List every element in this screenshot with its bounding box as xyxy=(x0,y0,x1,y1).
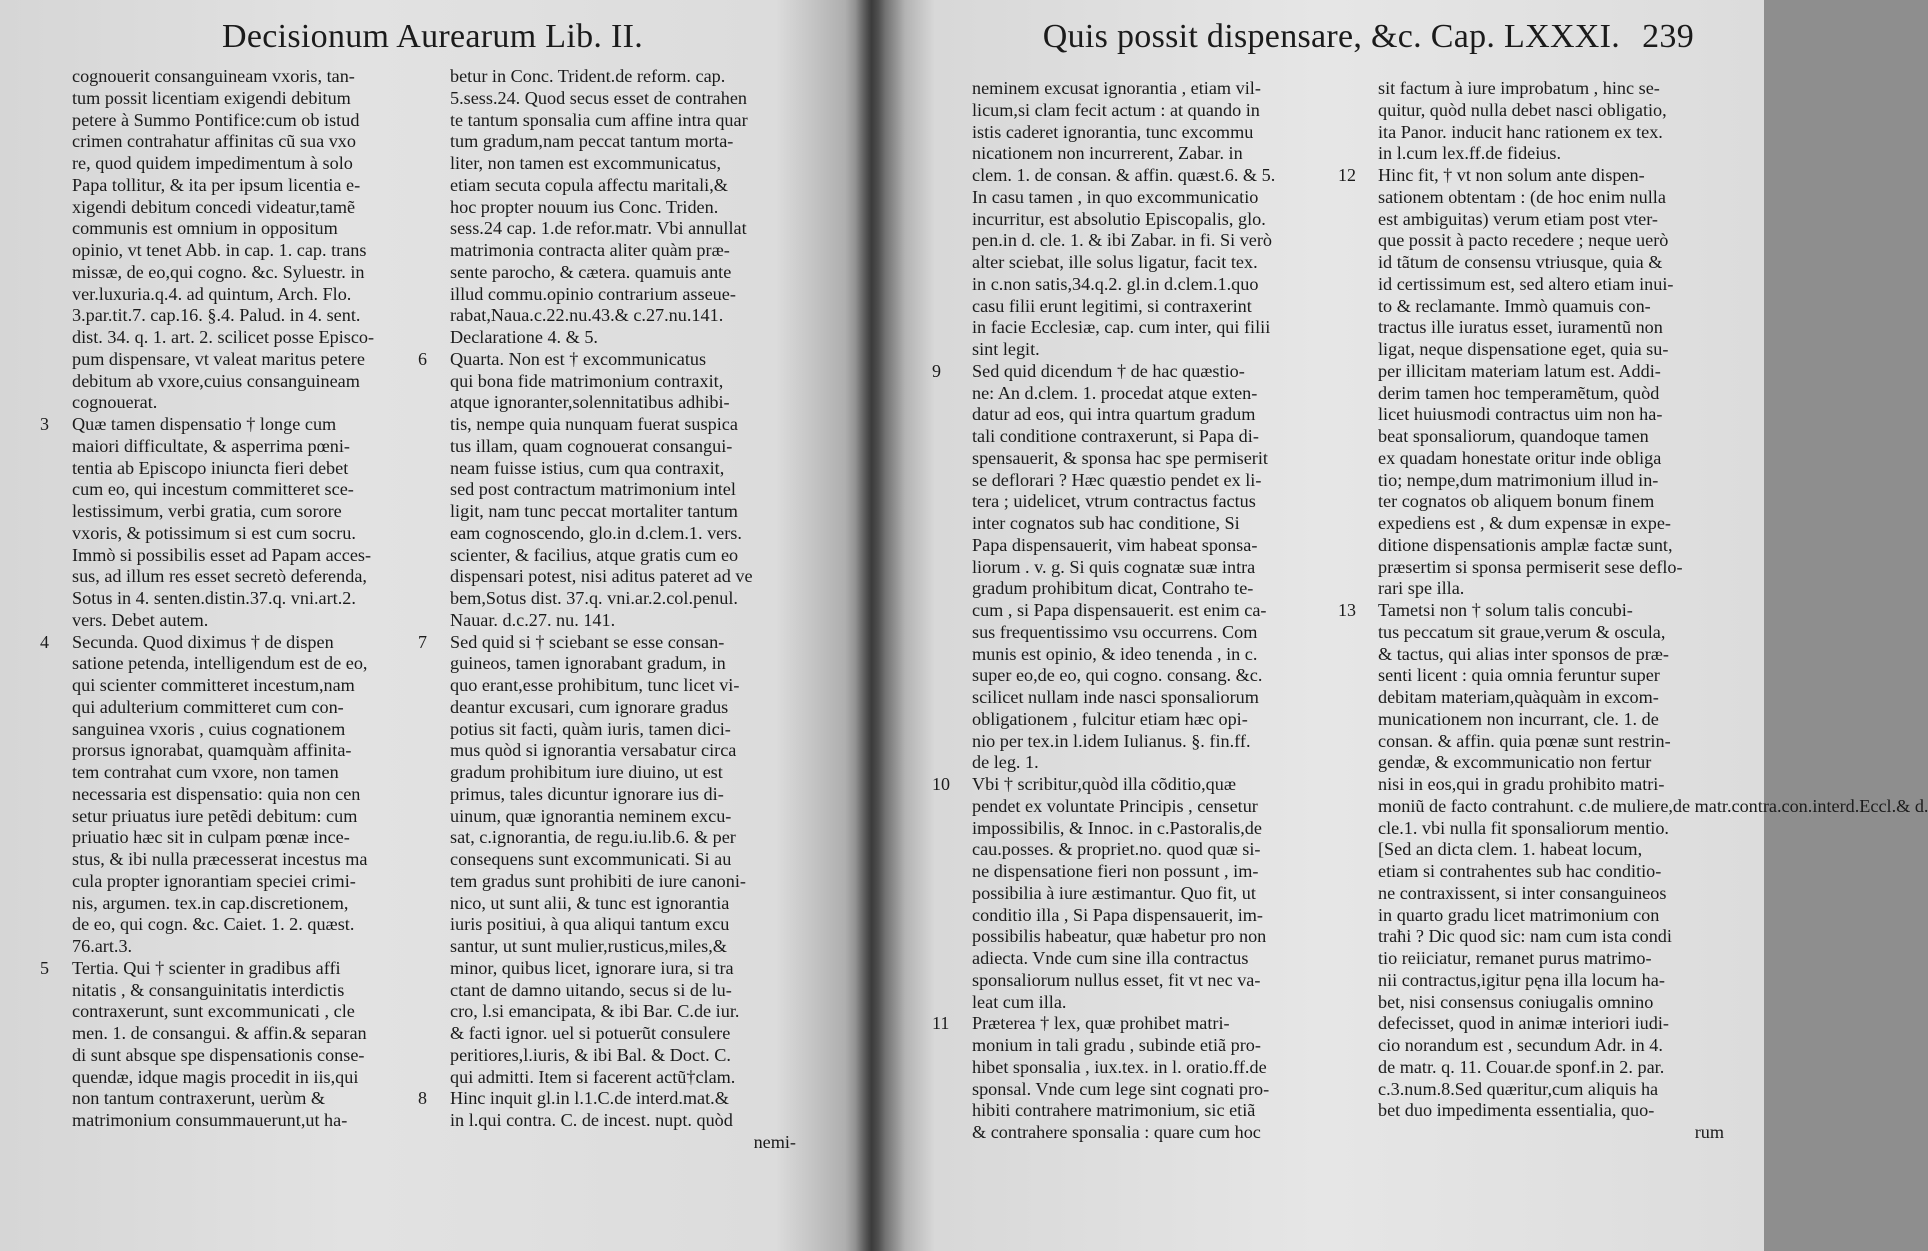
paragraph xyxy=(1378,839,1730,1122)
text-line: tem gradus sunt prohibiti de iure canoni- xyxy=(450,870,746,891)
text-line: petere à Summo Pontifice:cum ob istud xyxy=(72,109,360,130)
text-line: betur in Conc. Trident.de reform. cap. xyxy=(450,66,726,86)
text-line: cio norandum est , secundum Adr. in 4. xyxy=(1378,1035,1663,1055)
catchword: rum xyxy=(1694,1122,1724,1142)
text-line: defecisset, quod in animæ interiori iudi- xyxy=(1378,1013,1669,1034)
text-line: qui scienter committeret incestum,nam xyxy=(72,675,355,695)
text-line: præsertim si sponsa permiserit sese deflo- xyxy=(1378,556,1683,577)
text-line: prorsus ignorabat, quamquàm affinita- xyxy=(72,740,352,761)
text-line: moniũ de facto contrahunt. c.de muliere,de matr.contra.con.interd.Eccl.& d. xyxy=(1378,795,1928,816)
text-line: iuris positiui, à qua aliqui tantum excu xyxy=(450,914,730,935)
text-line: guineos, tamen ignorabant gradum, in xyxy=(450,653,726,674)
text-line: sed post contractum matrimonium intel xyxy=(450,479,736,500)
paragraph xyxy=(932,774,1344,1013)
paragraph xyxy=(40,631,432,958)
text-line: beat sponsaliorum, quandoque tamen xyxy=(1378,426,1649,446)
text-line: mus quòd si ignorantia versabatur circa xyxy=(450,740,737,761)
text-line: super eo,de eo, qui cogno. consang. &c. xyxy=(972,665,1263,686)
text-line: crimen contrahatur affinitas cũ sua vxo xyxy=(72,131,356,152)
text-line: liorum . v. g. Si quis cognatæ suæ intra xyxy=(972,556,1256,577)
left-column-b xyxy=(418,66,802,1154)
text-line: quendæ, idque magis procedit in iis,qui xyxy=(72,1066,359,1087)
text-line: scilicet nullam inde nasci sponsaliorum xyxy=(972,687,1259,707)
text-line: conditio illa , Si Papa dispensauerit, im- xyxy=(972,904,1263,925)
text-line: spensauerit, & sponsa hac spe permiserit xyxy=(972,447,1268,468)
text-line: to & reclamante. Immò quamuis con- xyxy=(1378,295,1651,316)
text-line: inter cognatos sub hac conditione, Si xyxy=(972,513,1240,533)
text-line: etiam secuta copula affectu maritali,& xyxy=(450,174,728,195)
text-line: consequens sunt excommunicati. Si au xyxy=(450,849,732,869)
text-line: que possit à pacto recedere ; neque uerò xyxy=(1378,230,1669,251)
margin-number: 5 xyxy=(40,957,49,978)
text-line: pendet ex voluntate Principis , censetur xyxy=(972,795,1258,816)
text-line: in facie Ecclesiæ, cap. cum inter, qui filii xyxy=(972,317,1271,338)
text-line: ditione dispensationis amplæ factæ sunt, xyxy=(1378,534,1673,555)
text-line: deantur excusari, cum ignorare gradus xyxy=(450,696,729,717)
text-line: debitum ab vxore,cuius consanguineam xyxy=(72,370,360,391)
text-line: nis, argumen. tex.in cap.discretionem, xyxy=(72,892,349,913)
text-line: ter cognatos ob aliquem bonum finem xyxy=(1378,491,1655,512)
right-column-a xyxy=(932,78,1344,1144)
text-line: tali conditione contraxerunt, si Papa di- xyxy=(972,426,1259,446)
paragraph xyxy=(1338,600,1928,839)
text-line: de leg. 1. xyxy=(972,752,1039,773)
text-line: tio; nempe,dum matrimonium illud in- xyxy=(1378,469,1659,490)
text-line: ctant de damno uitando, secus si de lu- xyxy=(450,979,732,1000)
text-line: sus frequentissimo vsu occurrens. Com xyxy=(972,621,1258,642)
text-line: licum,si clam fecit actum : at quando in xyxy=(972,99,1260,120)
text-line: nitatis , & consanguinitatis interdictis xyxy=(72,979,345,1000)
text-line: re, quod quidem impedimentum à solo xyxy=(72,153,353,173)
text-line: Nauar. d.c.27. nu. 141. xyxy=(450,609,616,630)
text-line: potius sit facti, quàm iuris, tamen dici- xyxy=(450,718,731,739)
text-line: quo erant,esse prohibitum, tunc licet vi- xyxy=(450,675,740,695)
text-line: clem. 1. de consan. & affin. quæst.6. & 5. xyxy=(972,165,1276,185)
text-line: id tãtum de consensu vtriusque, quia & xyxy=(1378,252,1663,272)
text-line: Sed quid si † sciebant se esse consan- xyxy=(450,631,725,652)
text-line: qui bona fide matrimonium contraxit, xyxy=(450,370,724,391)
text-line: rari spe illa. xyxy=(1378,578,1465,599)
text-line: sanguinea vxoris , cuius cognationem xyxy=(72,718,346,739)
text-line: datur ad eos, qui intra quartum gradum xyxy=(972,404,1256,425)
text-line: in l.qui contra. C. de incest. nupt. quòd xyxy=(450,1110,733,1130)
text-line: pum dispensare, vt valeat maritus petere xyxy=(72,348,365,369)
text-line: per illicitam materiam latum est. Addi- xyxy=(1378,360,1661,381)
catchword: nemi- xyxy=(753,1131,796,1152)
text-line: cum eo, qui incestum committeret sce- xyxy=(72,479,354,500)
text-line: pen.in d. cle. 1. & ibi Zabar. in fi. Si verò xyxy=(972,230,1273,251)
text-line: bet duo impedimenta essentialia, quo- xyxy=(1378,1100,1655,1121)
text-line: expediens est , & dum expensæ in expe- xyxy=(1378,513,1671,533)
text-line: Præterea † lex, quæ prohibet matri- xyxy=(972,1013,1230,1034)
page-number: 239 xyxy=(1642,18,1694,55)
text-line: ligat, neque dispensatione eget, quia su- xyxy=(1378,339,1669,359)
text-line: xigendi debitum concedi videatur,tamẽ xyxy=(72,196,356,217)
text-line: uinum, quæ ignorantia neminem excu- xyxy=(450,805,732,826)
left-column-a xyxy=(40,66,432,1132)
text-line: bet, nisi consensus coniugalis omnino xyxy=(1378,991,1654,1012)
text-line: de eo, qui cogn. &c. Caiet. 1. 2. quæst. xyxy=(72,914,355,935)
text-line: cula propter ignorantiam speciei crimi- xyxy=(72,870,356,891)
right-page xyxy=(880,0,1928,1251)
text-line: quitur, quòd nulla debet nasci obligatio, xyxy=(1378,99,1667,120)
text-line: consan. & affin. quia pœnæ sunt restrin- xyxy=(1378,730,1671,751)
text-line: tractus ille iuratus esset, iuramentũ non xyxy=(1378,317,1663,338)
margin-number: 13 xyxy=(1338,600,1356,620)
text-line: matrimonium consummauerunt,ut ha- xyxy=(72,1110,348,1130)
margin-number: 7 xyxy=(418,631,427,652)
text-line: Quæ tamen dispensatio † longe cum xyxy=(72,414,337,434)
text-line: sit factum à iure improbatum , hinc se- xyxy=(1378,78,1660,98)
text-line: ligit, nam tunc peccat mortaliter tantum xyxy=(450,501,738,521)
text-line: munis est opinio, & ideo tenenda , in c. xyxy=(972,643,1258,664)
text-line: hoc propter nouum ius Conc. Triden. xyxy=(450,196,719,217)
text-line: hibet sponsalia , iux.tex. in l. oratio.ff.de xyxy=(972,1056,1267,1077)
text-line: de matr. q. 11. Couar.de sponf.in 2. par. xyxy=(1378,1056,1665,1077)
text-line: primus, tales dicuntur ignorare ius di- xyxy=(450,783,724,804)
text-line: tera ; uidelicet, vtrum contractus factus xyxy=(972,491,1256,512)
text-line: setur priuatus iure petẽdi debitum: cum xyxy=(72,805,358,826)
text-line: ex quadam honestate oritur inde obliga xyxy=(1378,447,1662,468)
text-line: gradum prohibitum dicat, Contraho te- xyxy=(972,578,1254,599)
text-line: tus peccatum sit graue,verum & oscula, xyxy=(1378,621,1666,642)
text-line: casu filii erunt legitimi, si contraxerint xyxy=(972,295,1252,316)
text-line: [Sed an dicta clem. 1. habeat locum, xyxy=(1378,839,1643,860)
text-line: c.3.num.8.Sed quæritur,cum aliquis ha xyxy=(1378,1078,1659,1099)
text-line: santur, ut sunt mulier,rusticus,miles,& xyxy=(450,936,727,956)
text-line: ne: An d.clem. 1. procedat atque exten- xyxy=(972,382,1258,403)
text-line: Quarta. Non est † excommunicatus xyxy=(450,348,707,369)
text-line: matrimonia contracta aliter quàm præ- xyxy=(450,240,730,260)
right-column-b xyxy=(1338,78,1928,1144)
text-line: istis caderet ignorantia, tunc excommu xyxy=(972,121,1254,142)
text-line: Secunda. Quod diximus † de dispen xyxy=(72,631,334,652)
text-line: gendæ, & excommunicatio non fertur xyxy=(1378,752,1652,773)
text-line: ne contraxissent, si inter consanguineos xyxy=(1378,882,1667,903)
text-line: sint legit. xyxy=(972,339,1040,359)
text-line: non tantum contraxerunt, uerùm & xyxy=(72,1088,326,1109)
text-line: priuatio hæc sit in culpam pœnæ ince- xyxy=(72,827,350,848)
margin-number: 4 xyxy=(40,631,49,652)
text-line: contraxerunt, sunt excommunicati , cle xyxy=(72,1001,355,1022)
text-line: etiam si contrahentes sub hac conditio- xyxy=(1378,861,1662,881)
paragraph xyxy=(418,631,802,1089)
text-line: hibiti contrahere matrimonium, sic etiã xyxy=(972,1100,1256,1121)
text-line: eam cognoscendo, glo.in d.clem.1. vers. xyxy=(450,522,742,543)
margin-number: 8 xyxy=(418,1088,427,1109)
text-line: In casu tamen , in quo excommunicatio xyxy=(972,186,1259,207)
paragraph xyxy=(40,414,432,632)
text-line: scienter, & facilius, atque gratis cum eo xyxy=(450,544,739,565)
text-line: lestissimum, verbi gratia, cum sorore xyxy=(72,501,342,521)
text-line: cum , si Papa dispensauerit. est enim ca- xyxy=(972,600,1267,620)
text-line: ver.luxuria.q.4. ad quintum, Arch. Flo. xyxy=(72,283,352,304)
text-line: tis, nempe quia nunquam fuerat suspica xyxy=(450,414,738,434)
text-line: sat, c.ignorantia, de regu.iu.lib.6. & per xyxy=(450,827,736,848)
text-line: tum possit licentiam exigendi debitum xyxy=(72,87,351,108)
text-line: dispensari potest, nisi aditus pateret ad ve xyxy=(450,566,753,587)
text-line: bem,Sotus dist. 37.q. vni.ar.2.col.penul. xyxy=(450,588,738,608)
margin-number: 9 xyxy=(932,360,941,381)
text-line: qui admitti. Item si facerent actũ†clam. xyxy=(450,1066,736,1087)
margin-number: 10 xyxy=(932,774,950,794)
text-line: peritiores,l.iuris, & ibi Bal. & Doct. C. xyxy=(450,1044,731,1065)
margin-number: 12 xyxy=(1338,165,1356,185)
text-line: se deflorari ? Hæc quæstio pendet ex li- xyxy=(972,469,1262,490)
text-line: derim tamen hoc temperamẽtum, quòd xyxy=(1378,382,1660,403)
text-line: possibilis habeatur, quæ habetur pro non xyxy=(972,926,1267,947)
paragraph xyxy=(418,1088,802,1132)
text-line: cognouerat. xyxy=(72,392,158,413)
text-line: cle.1. vbi nulla fit sponsaliorum mentio. xyxy=(1378,817,1669,838)
text-line: licet huiusmodi contractus uim non ha- xyxy=(1378,404,1663,425)
text-line: sponsaliorum nullus esset, fit vt nec va- xyxy=(972,969,1261,990)
text-line: minor, quibus licet, ignorare iura, si tra xyxy=(450,957,734,978)
text-line: rabat,Naua.c.22.nu.43.& c.27.nu.141. xyxy=(450,305,724,326)
text-line: in c.non satis,34.q.2. gl.in d.clem.1.quo xyxy=(972,273,1259,294)
text-line: te tantum sponsalia cum affine intra quar xyxy=(450,109,748,130)
text-line: Papa dispensauerit, vim habeat sponsa- xyxy=(972,534,1258,555)
text-line: Vbi † scribitur,quòd illa cõditio,quæ xyxy=(972,774,1236,794)
margin-number: 3 xyxy=(40,414,49,434)
text-line: necessaria est dispensatio: quia non cen xyxy=(72,783,361,804)
text-line: debitam materiam,quàquàm in excom- xyxy=(1378,687,1659,707)
text-line: gradum prohibitum iure diuino, ut est xyxy=(450,762,723,782)
text-line: monium in tali gradu , subinde etiã pro- xyxy=(972,1035,1261,1055)
left-page xyxy=(0,0,870,1251)
text-line: maiori difficultate, & asperrima pœni- xyxy=(72,435,350,456)
text-line: traħi ? Dic quod sic: nam cum ista condi xyxy=(1378,926,1672,947)
right-running-head xyxy=(1043,18,1694,56)
paragraph xyxy=(932,360,1344,774)
text-line: adiecta. Vnde cum sine illa contractus xyxy=(972,948,1249,968)
text-line: missæ, de eo,qui cogno. &c. Syluestr. in xyxy=(72,261,365,282)
margin-number: 6 xyxy=(418,348,427,369)
text-line: obligationem , fulcitur etiam hæc opi- xyxy=(972,708,1248,729)
text-line: communis est omnium in oppositum xyxy=(72,218,338,239)
text-line: tio reiiciatur, remanet purus matrimo- xyxy=(1378,948,1652,968)
paragraph xyxy=(1378,78,1730,165)
text-line: liter, non tamen est excommunicatus, xyxy=(450,153,722,173)
paragraph xyxy=(932,1013,1344,1144)
text-line: Hinc inquit gl.in l.1.C.de interd.mat.& xyxy=(450,1088,729,1109)
text-line: Sotus in 4. senten.distin.37.q. vni.art.2. xyxy=(72,588,356,608)
text-line: Tertia. Qui † scienter in gradibus affi xyxy=(72,957,341,978)
text-line: nico, ut sunt alii, & tunc est ignorantia xyxy=(450,892,730,913)
text-line: est ambiguitas) verum etiam post vter- xyxy=(1378,208,1658,229)
paragraph xyxy=(972,78,1344,361)
text-line: tem contrahat cum vxore, non tamen xyxy=(72,762,339,782)
text-line: nio per tex.in l.idem Iulianus. §. fin.ff. xyxy=(972,730,1251,751)
text-line: neminem excusat ignorantia , etiam vil- xyxy=(972,78,1261,98)
text-line: illud commu.opinio contrarium asseue- xyxy=(450,283,736,304)
text-line: nicationem non incurrerent, Zabar. in xyxy=(972,143,1243,164)
text-line: tentia ab Episcopo iniuncta fieri debet xyxy=(72,457,349,478)
text-line: sente parocho, & cætera. quamuis ante xyxy=(450,261,732,282)
margin-number: 11 xyxy=(932,1013,950,1034)
text-line: opinio, vt tenet Abb. in cap. 1. cap. trans xyxy=(72,240,367,260)
text-line: tus illam, quam cognouerat consangui- xyxy=(450,435,733,456)
text-line: municationem non incurrant, cle. 1. de xyxy=(1378,708,1659,729)
text-line: men. 1. de consangui. & affin.& separan xyxy=(72,1023,367,1043)
paragraph xyxy=(40,957,432,1132)
text-line: ita Panor. inducit hanc rationem ex tex. xyxy=(1378,121,1663,142)
text-line: & tactus, qui alias inter sponsos de præ- xyxy=(1378,643,1669,664)
text-line: tum gradum,nam peccat tantum morta- xyxy=(450,131,734,152)
text-line: sationem obtentam : (de hoc enim nulla xyxy=(1378,186,1666,207)
text-line: vers. Debet autem. xyxy=(72,609,209,630)
text-line: cro, l.si emancipata, & ibi Bar. C.de iur. xyxy=(450,1001,740,1022)
paragraph xyxy=(1338,165,1730,600)
text-line: neam fuisse istius, cum qua contraxit, xyxy=(450,457,725,478)
text-line: qui adulterium committeret cum con- xyxy=(72,696,344,717)
left-running-head-title: Decisionum Aurearum Lib. II. xyxy=(222,18,644,55)
paragraph xyxy=(418,348,802,632)
text-line: ne dispensatione fieri non possunt , im- xyxy=(972,861,1259,881)
text-line: Hinc fit, † vt non solum ante dispen- xyxy=(1378,165,1645,185)
text-line: Immò si possibilis esset ad Papam acces- xyxy=(72,544,372,565)
text-line: id certissimum est, sed altero etiam inui- xyxy=(1378,273,1674,294)
text-line: nii contractus,igitur pęna illa locum ha- xyxy=(1378,969,1665,990)
text-line: atque ignoranter,solennitatibus adhibi- xyxy=(450,392,730,413)
text-line: vxoris, & potissimum si est cum socru. xyxy=(72,522,356,543)
text-line: Declaratione 4. & 5. xyxy=(450,327,598,347)
text-line: Sed quid dicendum † de hac quæstio- xyxy=(972,360,1245,381)
text-line: & contrahere sponsalia : quare cum hoc xyxy=(972,1122,1261,1142)
text-line: dist. 34. q. 1. art. 2. scilicet posse Episco- xyxy=(72,327,375,347)
text-line: in quarto gradu licet matrimonium con xyxy=(1378,904,1660,925)
text-line: possibilia à iure æstimantur. Quo fit, ut xyxy=(972,882,1256,903)
text-line: sus, ad illum res esset secretò deferenda, xyxy=(72,566,367,587)
text-line: Papa tollitur, & ita per ipsum licentia e- xyxy=(72,174,361,195)
text-line: in l.cum lex.ff.de fideius. xyxy=(1378,143,1562,164)
text-line: Tametsi non † solum talis concubi- xyxy=(1378,600,1633,620)
text-line: sess.24 cap. 1.de refor.matr. Vbi annullat xyxy=(450,218,747,239)
text-line: 5.sess.24. Quod secus esset de contrahen xyxy=(450,87,747,108)
text-line: di sunt absque spe dispensationis conse- xyxy=(72,1044,365,1065)
right-running-head-title: Quis possit dispensare, &c. Cap. LXXXI. xyxy=(1042,18,1621,55)
text-line: 3.par.tit.7. cap.16. §.4. Palud. in 4. sent. xyxy=(72,305,361,326)
text-line: 76.art.3. xyxy=(72,936,133,956)
text-line: senti licent : quia omnia feruntur super xyxy=(1378,665,1660,686)
text-line: incurritur, est absolutio Episcopalis, glo. xyxy=(972,208,1266,229)
paragraph xyxy=(72,66,432,414)
text-line: stus, & ibi nulla præcesserat incestus ma xyxy=(72,849,368,869)
text-line: cognouerit consanguineam vxoris, tan- xyxy=(72,66,355,86)
text-line: sponsal. Vnde cum lege sint cognati pro- xyxy=(972,1078,1270,1099)
text-line: alter sciebat, ille solus ligatur, facit tex. xyxy=(972,252,1258,272)
paragraph xyxy=(450,66,802,349)
left-running-head xyxy=(222,18,643,56)
text-line: leat cum illa. xyxy=(972,991,1067,1012)
text-line: impossibilis, & Innoc. in c.Pastoralis,de xyxy=(972,817,1262,838)
text-line: nisi in eos,qui in gradu prohibito matri- xyxy=(1378,774,1665,794)
text-line: satione petenda, intelligendum est de eo, xyxy=(72,653,368,674)
text-line: & facti ignor. uel si potuerũt consulere xyxy=(450,1023,731,1043)
text-line: cau.posses. & propriet.no. quod quæ si- xyxy=(972,839,1261,860)
